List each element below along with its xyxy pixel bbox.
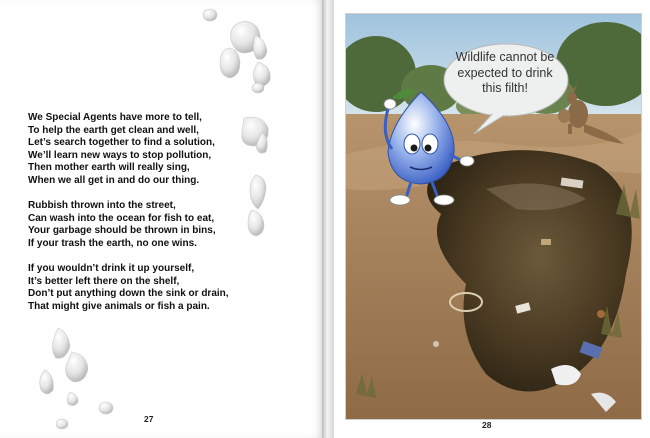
poem-line: Can wash into the ocean for fish to eat, (28, 212, 215, 224)
poem-line: If you wouldn’t drink it up yourself, (28, 263, 195, 274)
poem-line: If your trash the earth, no one wins. (28, 237, 197, 249)
book-gutter (322, 0, 334, 438)
poem-line: Don’t put anything down the sink or drain, (28, 288, 229, 299)
page-number-left: 27 (144, 414, 154, 424)
poem-line: That might give animals or fish a pain. (28, 300, 210, 312)
poem-line: Rubbish thrown into the street, (28, 200, 176, 211)
stanza-2 (28, 200, 318, 250)
poem-line: Let’s search together to find a solution, (28, 137, 215, 148)
stanza-3 (28, 263, 318, 313)
poem-line: To help the earth get clean and well, (28, 124, 199, 136)
poem-line: It’s better left there on the shelf, (28, 275, 180, 287)
stanza-1 (28, 112, 318, 187)
poem-line: We Special Agents have more to tell, (28, 112, 202, 123)
poem-line: Your garbage should be thrown in bins, (28, 225, 216, 236)
poem-text (28, 112, 318, 326)
speech-bubble-text: Wildlife cannot be expected to drink this filth! (455, 50, 555, 95)
left-page (0, 0, 322, 438)
poem-line: When we all get in and do our thing. (28, 174, 200, 186)
poem-line: We’ll learn new ways to stop pollution, (28, 149, 212, 161)
page-number-right: 28 (482, 420, 492, 430)
poem-line: Then mother earth will really sing, (28, 162, 190, 173)
